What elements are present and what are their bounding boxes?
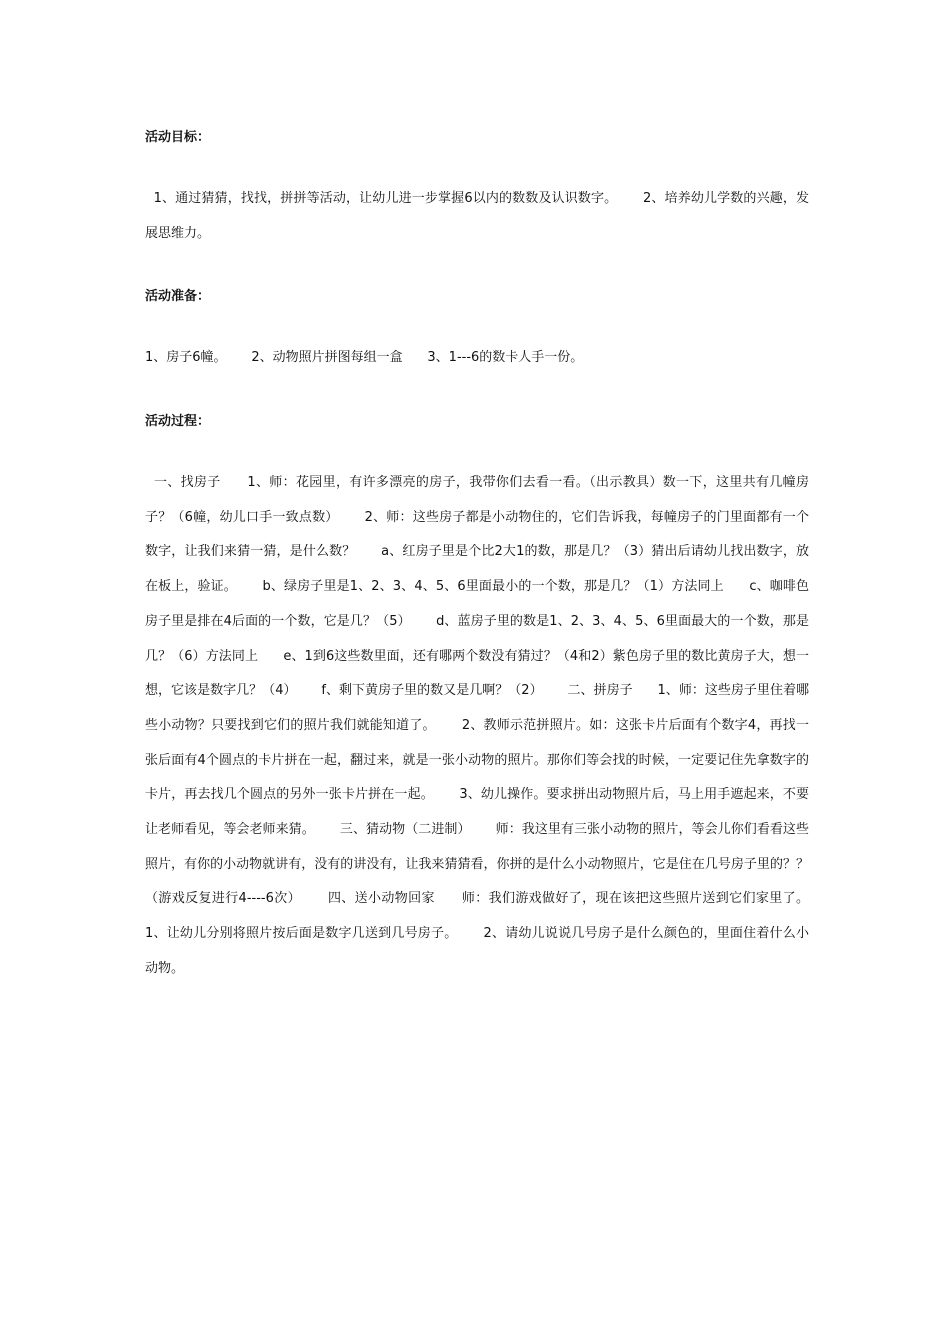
section-heading-process: 活动过程：	[145, 414, 211, 429]
section-body-preparation: 1、房子6幢。 2、动物照片拼图每组一盒 3、1---6的数卡人手一份。	[145, 350, 584, 365]
section-body-process: 一、找房子 1、师：花园里，有许多漂亮的房子，我带你们去看一看。（出示教具）数一下，这里共有几幢房子？（6幢，幼儿口手一致点数） 2、师：这些房子都是小动物住的，它们告诉我，每幢房子的门里面都有一个数字，让我们来猜一猜，是什么数？ a、红房子里是个比2大1的数，那是几？（3）猜出后请幼儿找出数字，放在板上，验证。 b、绿房子里是1、2、3、4、5、6里面最小的一个数，那是几？（1）方法同上 c、咖啡色房子里是排在4后面的一个数，它是几？（5） d、蓝房子里的数是1、2、3、4、5、6里面最大的一个数，那是几？（6）方法同上 e、1到6这些数里面，还有哪两个数没有猜过？（4和2）紫色房子里的数比黄房子大，想一想，它该是数字几？（4） f、剩下黄房子里的数又是几啊？（2） 二、拼房子 1、师：这些房子里住着哪些小动物？只要找到它们的照片我们就能知道了。 2、教师示范拼照片。如：这张卡片后面有个数字4，再找一张后面有4个圆点的卡片拼在一起，翻过来，就是一张小动物的照片。那你们等会找的时候，一定要记住先拿数字的卡片，再去找几个圆点的另外一张卡片拼在一起。 3、幼儿操作。要求拼出动物照片后，马上用手遮起来，不要让老师看见，等会老师来猜。 三、猜动物（二进制） 师：我这里有三张小动物的照片，等会儿你们看看这些照片，有你的小动物就讲有，没有的讲没有，让我来猜猜看，你拼的是什么小动物照片，它是住在几号房子里的？？（游戏反复进行4----6次） 四、送小动物回家 师：我们游戏做好了，现在该把这些照片送到它们家里了。 1、让幼儿分别将照片按后面是数字几送到几号房子。 2、请幼儿说说几号房子是什么颜色的，里面住着什么小动物。	[145, 475, 834, 976]
section-heading-goals: 活动目标：	[145, 130, 211, 145]
section-body-goals: 1、通过猜猜，找找，拼拼等活动，让幼儿进一步掌握6以内的数数及认识数字。 2、培养幼儿学数的兴趣，发展思维力。	[145, 191, 810, 241]
section-heading-preparation: 活动准备：	[145, 289, 211, 304]
